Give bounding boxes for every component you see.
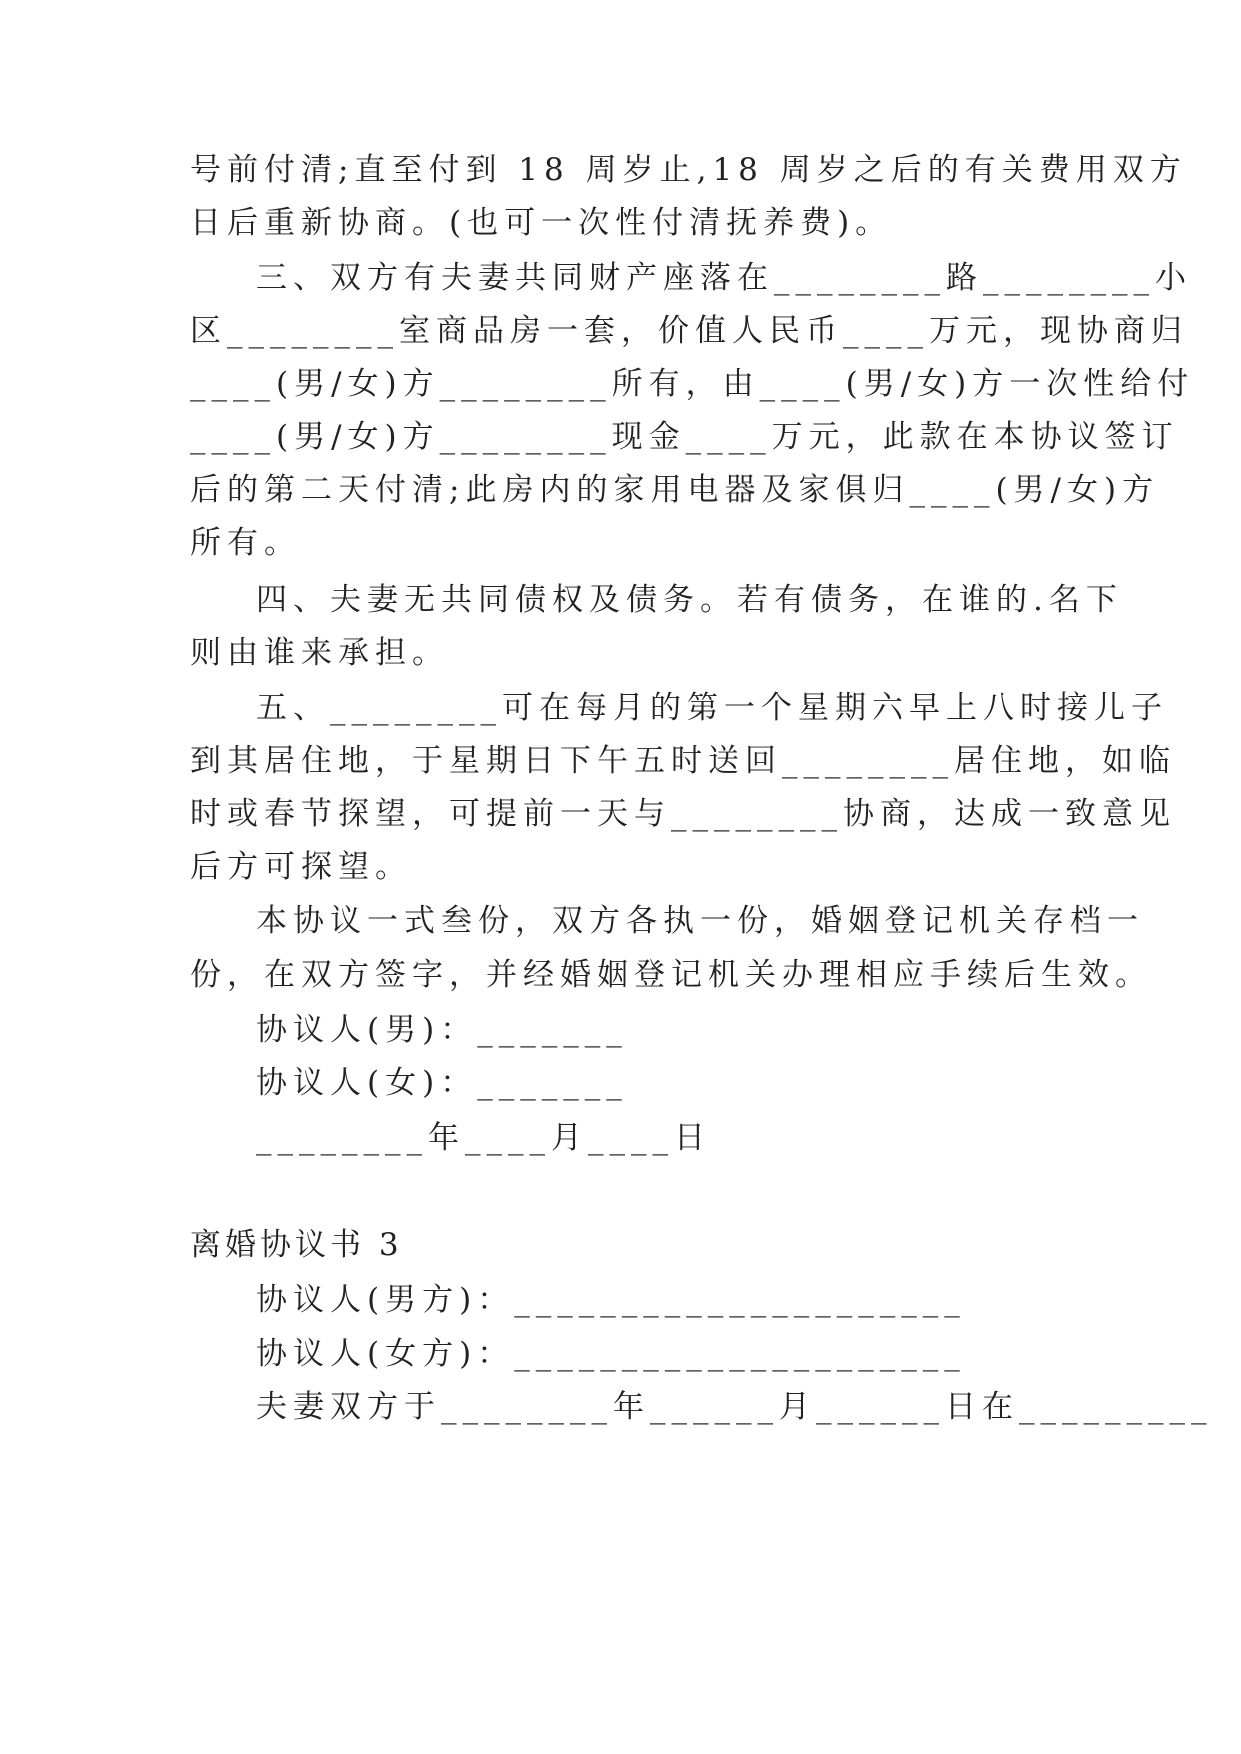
paragraph-line: 区________室商品房一套，价值人民币____万元，现协商归 xyxy=(190,313,1188,349)
paragraph-line: 到其居住地，于星期日下午五时送回________居住地，如临 xyxy=(190,743,1176,779)
paragraph-line: 号前付清;直至付到 18 周岁止,18 周岁之后的有关费用双方 xyxy=(190,152,1187,188)
paragraph-line: ____(男/女)方________所有，由____(男/女)方一次性给付 xyxy=(190,366,1195,402)
paragraph-line: 日后重新协商。(也可一次性付清抚养费)。 xyxy=(190,205,893,241)
signature-line-male: 协议人(男方)：_____________________ xyxy=(256,1282,966,1318)
paragraph-line: 所有。 xyxy=(190,525,301,561)
paragraph-line: 五、________可在每月的第一个星期六早上八时接儿子 xyxy=(256,690,1168,726)
paragraph-line: 四、夫妻无共同债权及债务。若有债务，在谁的.名下 xyxy=(256,582,1123,618)
date-line: ________年____月____日 xyxy=(256,1120,711,1156)
signature-line-female: 协议人(女方)：_____________________ xyxy=(256,1336,966,1372)
paragraph-line: 本协议一式叁份，双方各执一份，婚姻登记机关存档一 xyxy=(256,903,1144,939)
paragraph-line: 夫妻双方于________年______月______日在_________ xyxy=(256,1389,1213,1425)
section-title: 离婚协议书 3 xyxy=(190,1227,403,1263)
paragraph-line: 时或春节探望，可提前一天与________协商，达成一致意见 xyxy=(190,796,1176,832)
paragraph-line: 三、双方有夫妻共同财产座落在________路________小 xyxy=(256,260,1192,296)
paragraph-line: 后的第二天付清;此房内的家用电器及家俱归____(男/女)方 xyxy=(190,472,1160,508)
signature-line-male: 协议人(男)：_______ xyxy=(256,1012,628,1048)
paragraph-line: 份，在双方签字，并经婚姻登记机关办理相应手续后生效。 xyxy=(190,957,1152,993)
paragraph-line: 则由谁来承担。 xyxy=(190,635,449,671)
signature-line-female: 协议人(女)：_______ xyxy=(256,1065,628,1101)
paragraph-line: ____(男/女)方________现金____万元，此款在本协议签订 xyxy=(190,419,1179,455)
paragraph-line: 后方可探望。 xyxy=(190,849,412,885)
